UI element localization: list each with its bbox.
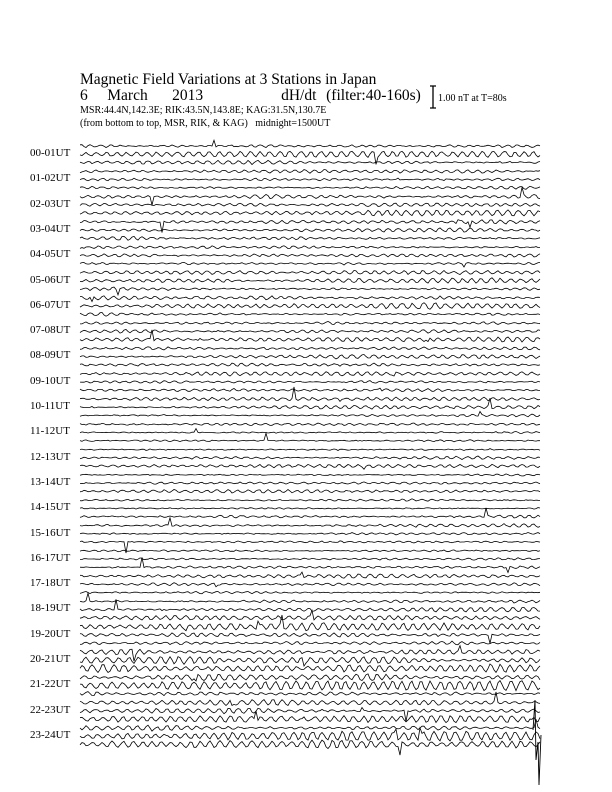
trace-rik <box>80 508 540 510</box>
trace-rik <box>80 558 540 560</box>
trace-kag <box>80 449 540 451</box>
quantity-label: dH/dt <box>281 87 317 104</box>
trace-msr <box>80 388 540 392</box>
hour-label: 22-23UT <box>30 703 71 716</box>
trace-rik <box>80 254 540 257</box>
trace-kag <box>80 674 540 681</box>
hour-label: 00-01UT <box>30 147 71 159</box>
trace-kag <box>80 518 540 528</box>
trace-msr <box>80 692 540 696</box>
trace-rik <box>80 429 540 434</box>
trace-kag <box>80 246 540 249</box>
hour-label: 23-24UT <box>30 728 71 741</box>
hour-label: 08-09UT <box>30 349 71 362</box>
trace-kag <box>80 347 540 350</box>
trace-kag <box>80 140 540 147</box>
trace-msr <box>80 508 540 518</box>
trace-kag <box>80 187 540 205</box>
trace-kag <box>80 499 540 501</box>
trace-kag <box>80 372 540 376</box>
hour-label: 01-02UT <box>30 172 71 185</box>
hour-label: 20-21UT <box>30 653 71 665</box>
hour-label: 06-07UT <box>30 298 71 311</box>
trace-kag <box>80 550 540 552</box>
order-text: (from bottom to top, MSR, RIK, & KAG) <box>80 118 248 129</box>
trace-msr <box>80 160 540 164</box>
trace-msr <box>80 557 540 572</box>
hour-label: 03-04UT <box>30 222 71 235</box>
trace-kag <box>80 719 540 731</box>
trace-rik <box>80 533 540 535</box>
filter-label: (filter:40-160s) <box>326 87 421 104</box>
trace-rik <box>80 456 540 460</box>
date-year: 2013 <box>172 87 204 104</box>
trace-kag <box>80 572 540 578</box>
hour-label: 21-22UT <box>30 678 71 691</box>
stations-coordinates: MSR:44.4N,142.3E; RIK:43.5N,143.8E; KAG:31.5N,130.7E <box>80 105 327 116</box>
trace-rik <box>80 681 540 691</box>
trace-msr <box>80 711 540 723</box>
trace-kag <box>80 321 540 324</box>
trace-msr <box>80 210 540 216</box>
trace-rik <box>80 381 540 384</box>
hour-label: 10-11UT <box>30 400 70 412</box>
trace-msr <box>80 641 540 645</box>
hour-label: 04-05UT <box>30 248 71 261</box>
hour-label: 18-19UT <box>30 602 71 615</box>
hour-label: 14-15UT <box>30 501 71 514</box>
hour-label: 09-10UT <box>30 374 71 387</box>
trace-msr <box>80 186 540 189</box>
trace-msr <box>80 490 540 494</box>
trace-kag <box>80 170 540 174</box>
chart-title: Magnetic Field Variations at 3 Stations in Japan <box>80 71 377 88</box>
trace-msr <box>80 740 540 755</box>
trace-rik <box>80 278 540 283</box>
trace-msr <box>80 312 540 316</box>
trace-rik <box>80 633 540 644</box>
trace-msr <box>80 287 540 295</box>
trace-msr <box>80 412 540 417</box>
hour-label: 16-17UT <box>30 551 71 564</box>
trace-msr <box>80 464 540 469</box>
trace-kag <box>80 270 540 274</box>
trace-rik <box>80 178 540 181</box>
trace-kag <box>80 593 540 603</box>
scale-bar-label: 1.00 nT at T=80s <box>438 93 507 104</box>
trace-msr <box>80 591 540 593</box>
trace-kag <box>80 646 540 662</box>
trace-msr <box>80 610 540 620</box>
midnight-text: midnight=1500UT <box>255 118 331 129</box>
hour-label: 12-13UT <box>30 450 71 463</box>
hour-label: 19-20UT <box>30 627 71 640</box>
trace-rik <box>80 482 540 484</box>
trace-msr <box>80 236 540 240</box>
trace-rik <box>80 203 540 206</box>
trace-rik <box>80 657 540 666</box>
trace-rik <box>80 228 540 232</box>
trace-kag <box>80 423 540 425</box>
trace-msr <box>80 363 540 366</box>
trace-rik <box>80 303 540 310</box>
trace-rik <box>80 583 540 587</box>
hour-label: 11-12UT <box>30 425 70 438</box>
scale-bar <box>430 86 436 108</box>
trace-msr <box>80 262 540 267</box>
hour-label: 13-14UT <box>30 475 71 488</box>
date-day: 6 <box>80 87 88 104</box>
trace-kag <box>80 296 540 302</box>
trace-rik <box>80 355 540 359</box>
trace-msr <box>80 433 540 442</box>
hour-label: 15-16UT <box>30 526 71 539</box>
hour-label: 17-18UT <box>30 577 71 590</box>
hour-label: 07-08UT <box>30 324 71 337</box>
trace-kag <box>80 474 540 476</box>
trace-kag <box>80 387 540 401</box>
trace-msr <box>80 664 540 673</box>
trace-rik <box>80 330 540 334</box>
trace-rik <box>80 728 540 741</box>
hour-label: 02-03UT <box>30 197 71 210</box>
date-month: March <box>107 87 148 104</box>
hour-label: 05-06UT <box>30 273 71 286</box>
